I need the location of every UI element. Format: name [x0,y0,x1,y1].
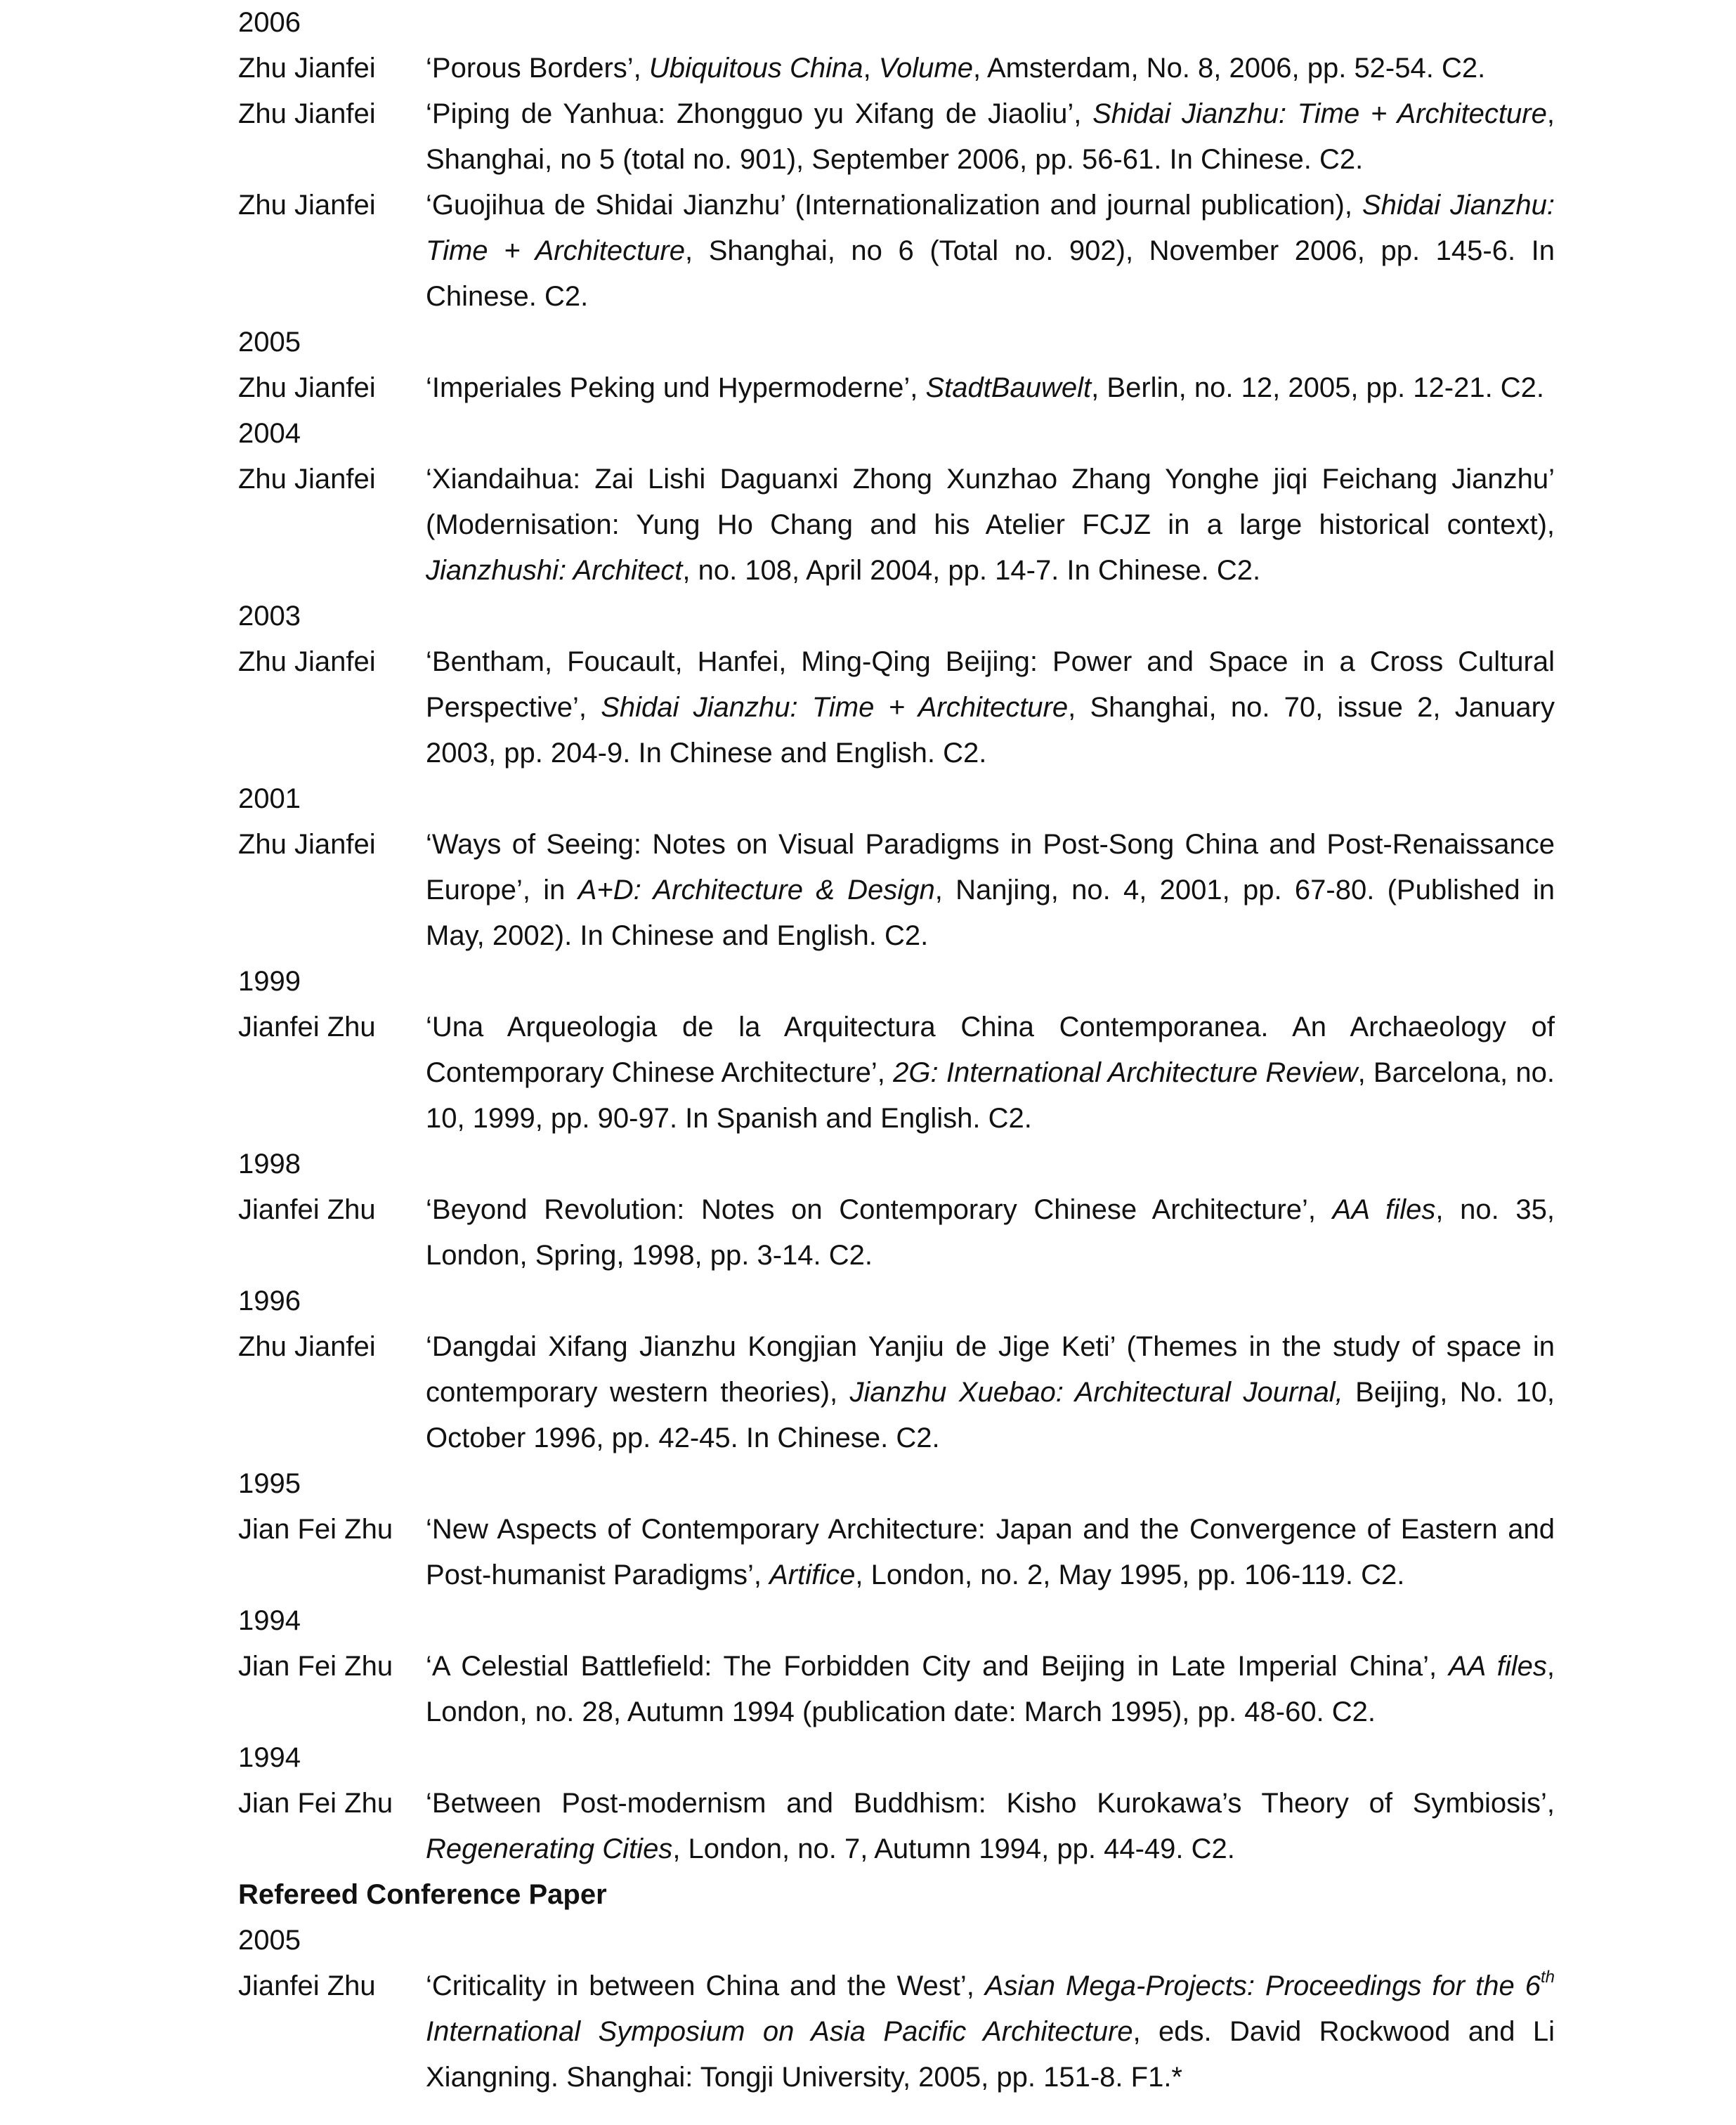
publication-entry [238,46,1555,91]
citation-title-italic: Shidai Jianzhu: Time + Architecture [426,190,1555,266]
publication-entry [238,457,1555,594]
citation-title-italic: Asian Mega-Projects: Proceedings for the 6 [984,1970,1541,2001]
entry-author: Zhu Jianfei [238,1331,376,1362]
citation-title-italic: Regenerating Cities [426,1833,673,1864]
entry-author: Jianfei Zhu [238,1194,376,1225]
citation-text: , eds. David Rockwood and Li Xiangning. Shanghai: Tongji University, 2005, pp. 151-8. F1.* [426,2016,1555,2093]
citation-text: ‘Guojihua de Shidai Jianzhu’ (Internationalization and journal publication), [426,190,1362,221]
citation-text: ‘Piping de Yanhua: Zhongguo yu Xifang de Jiaoliu’, [426,98,1093,129]
citation-superscript: th [1540,1968,1555,1987]
entry-citation [426,1507,1555,1598]
entry-author: Jian Fei Zhu [238,1788,393,1819]
citation-title-italic: Shidai Jianzhu: Time + Architecture [601,692,1069,723]
entry-author: Jianfei Zhu [238,1970,376,2001]
citation-text: ‘New Aspects of Contemporary Architecture: Japan and the Convergence of Eastern and Post-humanist Paradigms’, [426,1514,1555,1590]
citation-text: ‘Una Arqueologia de la Arquitectura China Contemporanea. An Archaeology of Contemporary Chinese Architecture’, [426,1012,1555,1088]
year-label: 1994 [238,1742,301,1773]
publication-entry [238,1187,1555,1279]
year-label: 1995 [238,1468,301,1499]
entry-citation [426,46,1555,91]
citation-text: ‘Xiandaihua: Zai Lishi Daguanxi Zhong Xunzhao Zhang Yonghe jiqi Feichang Jianzhu’ (Modernisation: Yung Ho Chang and his Atelier FCJZ in a large historical context), [426,464,1555,540]
entry-author: Zhu Jianfei [238,829,376,860]
citation-title-italic: International Symposium on Asia Pacific Architecture [426,2016,1133,2047]
publication-entry [238,1963,1555,2100]
citation-text: ‘Between Post-modernism and Buddhism: Kisho Kurokawa’s Theory of Symbiosis’, [426,1788,1555,1819]
citation-text: , no. 35, London, Spring, 1998, pp. 3-14. C2. [426,1194,1555,1271]
entry-citation [426,639,1555,776]
publication-entry [238,1781,1555,1872]
entry-citation [426,1005,1555,1142]
entry-citation [426,183,1555,320]
publication-entry [238,1005,1555,1142]
year-label: 1998 [238,1149,301,1179]
citation-text: ‘Imperiales Peking und Hypermoderne’, [426,372,926,403]
citation-text: , Amsterdam, No. 8, 2006, pp. 52-54. C2. [972,53,1486,84]
publication-entry [238,1507,1555,1598]
citation-title-italic: Volume [878,53,973,84]
citation-title-italic: Jianzhu Xuebao: Architectural Journal, [849,1377,1343,1408]
entry-citation [426,365,1555,411]
entry-author: Zhu Jianfei [238,646,376,677]
citation-text: ‘A Celestial Battlefield: The Forbidden City and Beijing in Late Imperial China’, [426,1651,1449,1682]
entry-author: Zhu Jianfei [238,98,376,129]
publication-entry [238,365,1555,411]
citation-text: , Berlin, no. 12, 2005, pp. 12-21. C2. [1091,372,1545,403]
publication-entry [238,91,1555,183]
entry-citation [426,457,1555,594]
section-heading: Refereed Conference Paper [238,1879,607,1910]
citation-title-italic: A+D: Architecture & Design [577,875,935,905]
citation-title-italic: AA files [1448,1651,1547,1682]
entry-citation [426,1324,1555,1461]
publication-entry [238,639,1555,776]
citation-text: ‘Porous Borders’, [426,53,649,84]
citation-title-italic: 2G: International Architecture Review [893,1057,1358,1088]
citation-title-italic: Ubiquitous China [648,53,863,84]
entry-author: Zhu Jianfei [238,464,376,495]
entry-author: Jian Fei Zhu [238,1514,393,1545]
entry-author: Zhu Jianfei [238,190,376,221]
publication-list [238,0,1555,2100]
year-label: 1996 [238,1286,301,1316]
citation-text: , Shanghai, no. 70, issue 2, January 2003, pp. 204-9. In Chinese and English. C2. [426,692,1555,769]
entry-citation [426,1644,1555,1735]
citation-title-italic: StadtBauwelt [925,372,1092,403]
citation-text: , Barcelona, no. 10, 1999, pp. 90-97. In Spanish and English. C2. [426,1057,1555,1134]
citation-title-italic: Jianzhushi: Architect [426,555,683,586]
citation-text: ‘Ways of Seeing: Notes on Visual Paradigms in Post-Song China and Post-Renaissance Europe’, in [426,829,1555,905]
publication-entry [238,1324,1555,1461]
publication-entry [238,1644,1555,1735]
year-label: 2006 [238,7,301,38]
year-label: 2005 [238,327,301,358]
citation-text: , London, no. 28, Autumn 1994 (publication date: March 1995), pp. 48-60. C2. [426,1651,1555,1727]
citation-text: ‘Beyond Revolution: Notes on Contemporary Chinese Architecture’, [426,1194,1333,1225]
entry-citation [426,91,1555,183]
entry-citation [426,1963,1555,2100]
entry-citation [426,822,1555,959]
citation-text: , Shanghai, no 5 (total no. 901), September 2006, pp. 56-61. In Chinese. C2. [426,98,1555,175]
citation-text: , no. 108, April 2004, pp. 14-7. In Chinese. C2. [682,555,1261,586]
citation-text: ‘Criticality in between China and the West’, [426,1970,985,2001]
citation-text: , London, no. 7, Autumn 1994, pp. 44-49. C2. [672,1833,1235,1864]
publication-entry [238,183,1555,320]
citation-text: , London, no. 2, May 1995, pp. 106-119. C2. [855,1560,1405,1590]
citation-text: , [863,53,879,84]
citation-title-italic: Artifice [769,1560,856,1590]
year-label: 1994 [238,1605,301,1636]
citation-text: Beijing, No. 10, October 1996, pp. 42-45. In Chinese. C2. [426,1377,1555,1453]
year-label: 1999 [238,966,301,997]
entry-author: Jian Fei Zhu [238,1651,393,1682]
citation-text: ‘Dangdai Xifang Jianzhu Kongjian Yanjiu de Jige Keti’ (Themes in the study of space in contemporary western theories), [426,1331,1555,1408]
citation-text: , Nanjing, no. 4, 2001, pp. 67-80. (Published in May, 2002). In Chinese and English. C2. [426,875,1555,951]
year-label: 2004 [238,418,301,449]
entry-author: Zhu Jianfei [238,372,376,403]
year-label: 2005 [238,1925,301,1956]
citation-title-italic: AA files [1332,1194,1436,1225]
citation-text: ‘Bentham, Foucault, Hanfei, Ming-Qing Beijing: Power and Space in a Cross Cultural Perspective’, [426,646,1555,723]
entry-citation [426,1781,1555,1872]
citation-text: , Shanghai, no 6 (Total no. 902), November 2006, pp. 145-6. In Chinese. C2. [426,235,1555,312]
publication-entry [238,822,1555,959]
entry-author: Zhu Jianfei [238,53,376,84]
year-label: 2003 [238,601,301,632]
year-label: 2001 [238,783,301,814]
citation-title-italic: Shidai Jianzhu: Time + Architecture [1092,98,1547,129]
entry-citation [426,1187,1555,1279]
entry-author: Jianfei Zhu [238,1012,376,1042]
